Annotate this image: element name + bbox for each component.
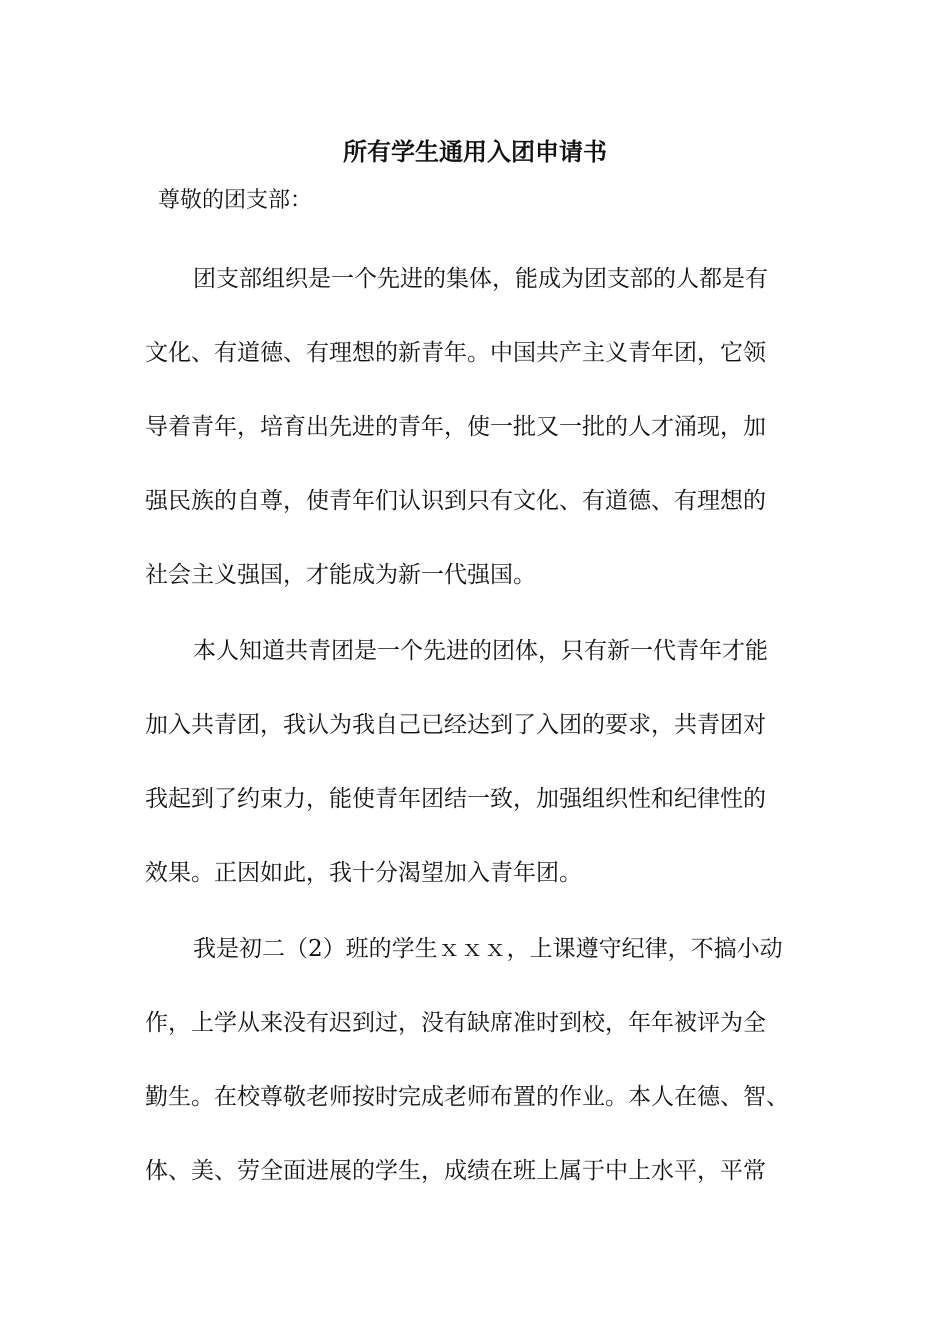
body-line: 我起到了约束力，能使青年团结一致，加强组织性和纪律性的: [145, 786, 766, 812]
body-line: 本人知道共青团是一个先进的团体，只有新一代青年才能: [193, 638, 768, 664]
salutation: 尊敬的团支部：: [158, 188, 313, 213]
document-title: 所有学生通用入团申请书: [343, 137, 607, 166]
body-line: 体、美、劳全面进展的学生，成绩在班上属于中上水平，平常: [145, 1158, 766, 1184]
body-line: 效果。正因如此，我十分渴望加入青年团。: [145, 860, 582, 886]
body-line: 社会主义强国，才能成为新一代强国。: [145, 562, 536, 588]
body-line: 强民族的自尊，使青年们认识到只有文化、有道德、有理想的: [145, 488, 766, 514]
body-line: 勤生。在校尊敬老师按时完成老师布置的作业。本人在德、智、: [145, 1084, 789, 1110]
body-line: 文化、有道德、有理想的新青年。中国共产主义青年团，它领: [145, 340, 766, 366]
body-line: 团支部组织是一个先进的集体，能成为团支部的人都是有: [193, 266, 768, 292]
body-line: 我是初二（2）班的学生ｘｘｘ，上课遵守纪律，不搞小动: [193, 936, 783, 962]
body-line: 加入共青团，我认为我自己已经达到了入团的要求，共青团对: [145, 712, 766, 738]
body-line: 导着青年，培育出先进的青年，使一批又一批的人才涌现，加: [145, 414, 766, 440]
body-line: 作，上学从来没有迟到过，没有缺席准时到校，年年被评为全: [145, 1010, 766, 1036]
